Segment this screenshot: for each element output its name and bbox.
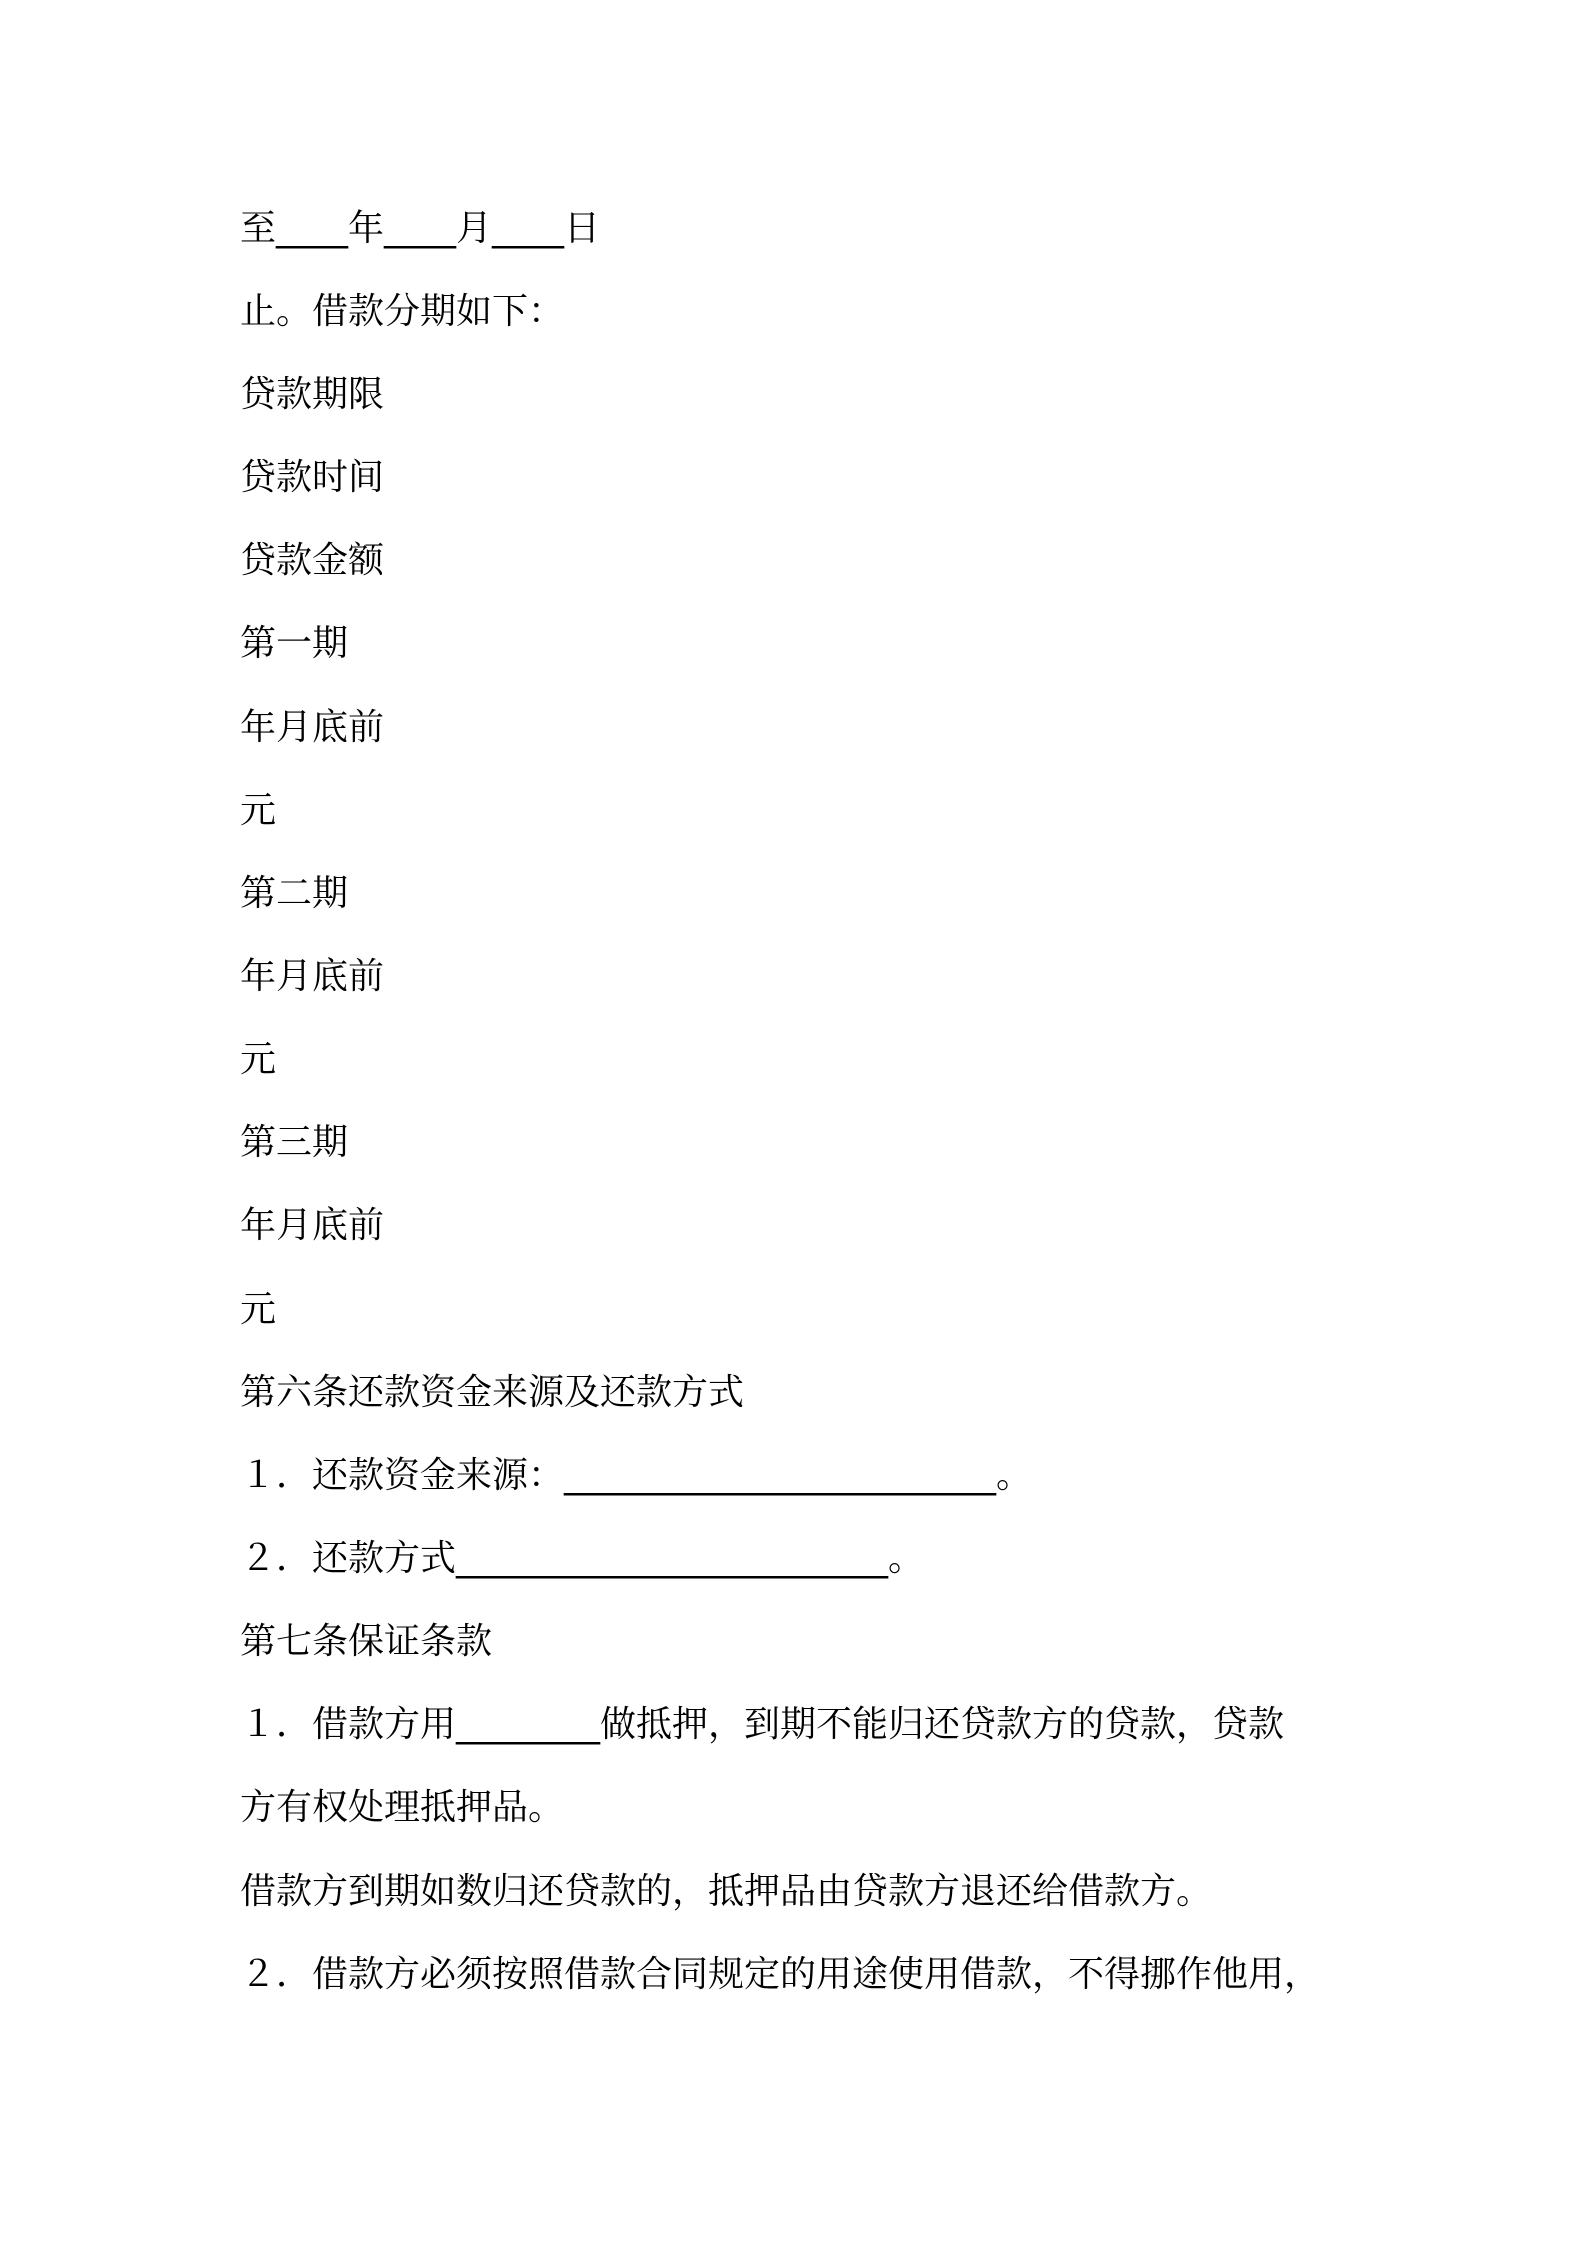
text-line: ２．还款方式________________________。 bbox=[240, 1538, 925, 1579]
text-line: 方有权处理抵押品。 bbox=[240, 1787, 565, 1828]
text-line: 止。借款分期如下： bbox=[240, 291, 565, 332]
text-line: 第一期 bbox=[240, 623, 349, 664]
text-line: 第二期 bbox=[240, 873, 349, 914]
text-line: 贷款期限 bbox=[240, 374, 385, 415]
text-line: 年月底前 bbox=[240, 956, 385, 997]
text-line: 至____年____月____日 bbox=[240, 208, 601, 249]
text-line: 元 bbox=[240, 1039, 277, 1080]
text-line: １．还款资金来源：________________________。 bbox=[240, 1455, 1033, 1496]
text-line: 元 bbox=[240, 790, 277, 831]
text-line: 第三期 bbox=[240, 1122, 349, 1163]
text-line: 贷款时间 bbox=[240, 457, 385, 498]
text-line: 第六条还款资金来源及还款方式 bbox=[240, 1372, 745, 1413]
text-line: 第七条保证条款 bbox=[240, 1621, 493, 1662]
text-line: 贷款金额 bbox=[240, 540, 385, 581]
text-line: 年月底前 bbox=[240, 707, 385, 748]
text-line: ２．借款方必须按照借款合同规定的用途使用借款，不得挪作他用， bbox=[240, 1954, 1321, 1995]
text-line: １．借款方用________做抵押，到期不能归还贷款方的贷款，贷款 bbox=[240, 1704, 1285, 1745]
text-line: 年月底前 bbox=[240, 1205, 385, 1246]
text-line: 元 bbox=[240, 1289, 277, 1330]
text-line: 借款方到期如数归还贷款的，抵押品由贷款方退还给借款方。 bbox=[240, 1871, 1213, 1912]
